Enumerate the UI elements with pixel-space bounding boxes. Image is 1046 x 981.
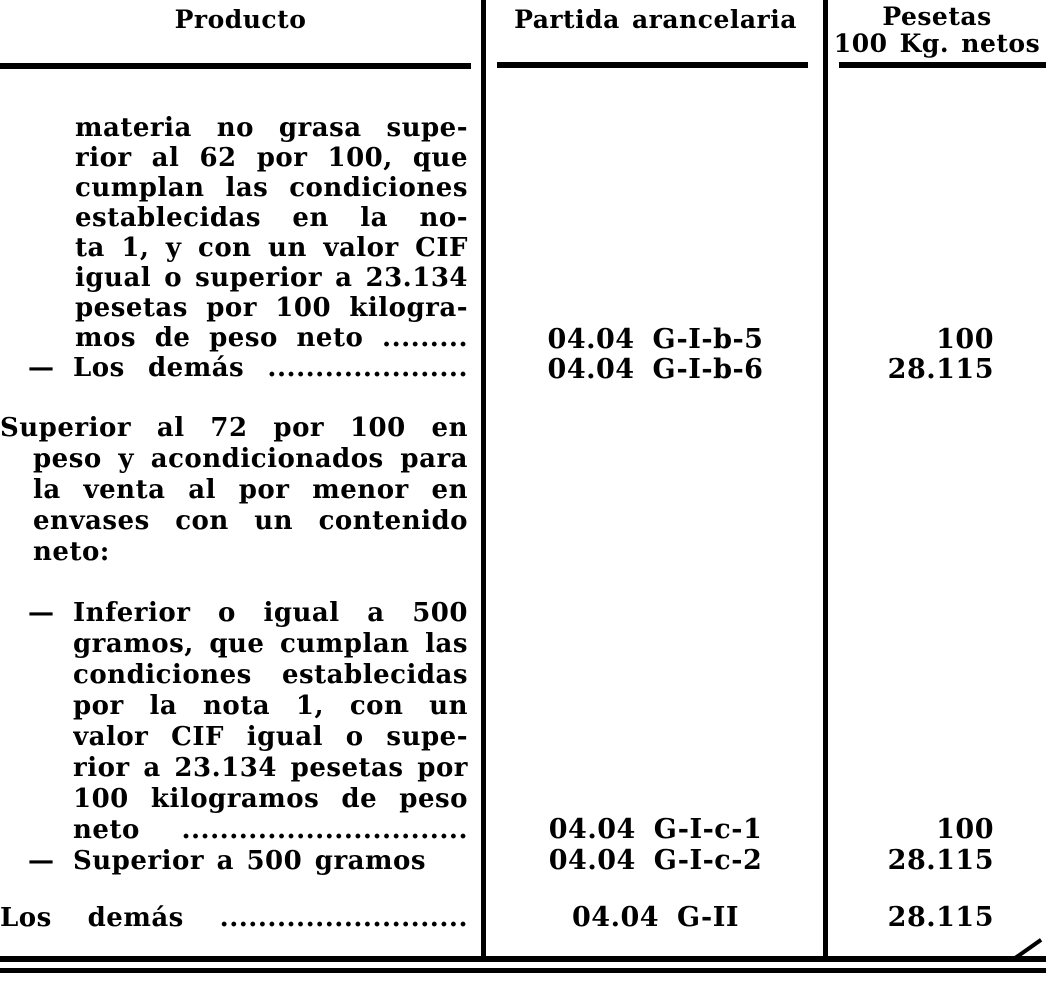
producto-los-demas-2: Los demás .......................... xyxy=(0,903,468,933)
producto-line: rior al 62 por 100, que xyxy=(75,143,468,173)
producto-line: Superior al 72 por 100 en xyxy=(0,413,468,443)
producto-line: Inferior o igual a 500 xyxy=(73,598,468,628)
producto-line: rior a 23.134 pesetas por xyxy=(73,753,468,783)
producto-line: neto .............................. xyxy=(73,815,468,845)
header-partida-arancelaria: Partida arancelaria xyxy=(514,5,797,34)
producto-los-demas-1: Los demás ..................... xyxy=(73,353,468,383)
producto-line: cumplan las condiciones xyxy=(75,173,468,203)
pesetas-cell: 28.115 xyxy=(887,354,994,385)
pesetas-cell: 100 xyxy=(936,814,994,845)
header-underline-partida xyxy=(497,62,808,68)
partida-cell: 04.04 G-I-b-5 xyxy=(547,324,764,355)
bottom-rule-1 xyxy=(0,956,1046,962)
producto-line: pesetas por 100 kilogra- xyxy=(75,293,468,323)
header-pesetas-line1: Pesetas xyxy=(882,2,992,31)
header-producto: Producto xyxy=(174,5,307,34)
partida-cell: 04.04 G-I-c-1 xyxy=(548,814,763,845)
pesetas-cell: 100 xyxy=(936,324,994,355)
header-pesetas-line2: 100 Kg. netos xyxy=(833,29,1041,58)
header-underline-pesetas xyxy=(839,62,1046,68)
producto-line: envases con un contenido xyxy=(33,506,468,536)
producto-line: 100 kilogramos de peso xyxy=(73,784,468,814)
producto-line: igual o superior a 23.134 xyxy=(75,263,468,293)
producto-line: por la nota 1, con un xyxy=(73,691,468,721)
producto-line: valor CIF igual o supe- xyxy=(73,722,468,752)
producto-block-2 xyxy=(0,413,468,568)
producto-line: mos de peso neto ......... xyxy=(75,323,468,353)
item-dash: — xyxy=(28,353,54,383)
partida-cell: 04.04 G-I-b-6 xyxy=(547,354,764,385)
producto-line: materia no grasa supe- xyxy=(75,113,468,143)
partida-cell: 04.04 G-I-c-2 xyxy=(548,845,763,876)
producto-line: condiciones establecidas xyxy=(73,660,468,690)
bottom-rule-2 xyxy=(0,968,1046,973)
item-dash: — xyxy=(28,598,54,628)
header-underline-producto xyxy=(0,63,471,69)
column-divider-2 xyxy=(823,0,828,956)
partida-cell: 04.04 G-II xyxy=(572,902,739,933)
pesetas-cell: 28.115 xyxy=(887,902,994,933)
item-dash: — xyxy=(28,846,54,876)
pesetas-cell: 28.115 xyxy=(887,845,994,876)
producto-line: gramos, que cumplan las xyxy=(73,629,468,659)
producto-block-1 xyxy=(75,113,468,353)
producto-line: neto: xyxy=(33,537,110,567)
producto-line: peso y acondicionados para xyxy=(33,444,468,474)
producto-line: ta 1, y con un valor CIF xyxy=(75,233,468,263)
producto-block-3 xyxy=(73,629,468,846)
producto-line: la venta al por menor en xyxy=(33,475,468,505)
producto-superior-500: Superior a 500 gramos xyxy=(73,846,427,876)
column-divider-1 xyxy=(481,0,486,956)
producto-line: establecidas en la no- xyxy=(75,203,468,233)
